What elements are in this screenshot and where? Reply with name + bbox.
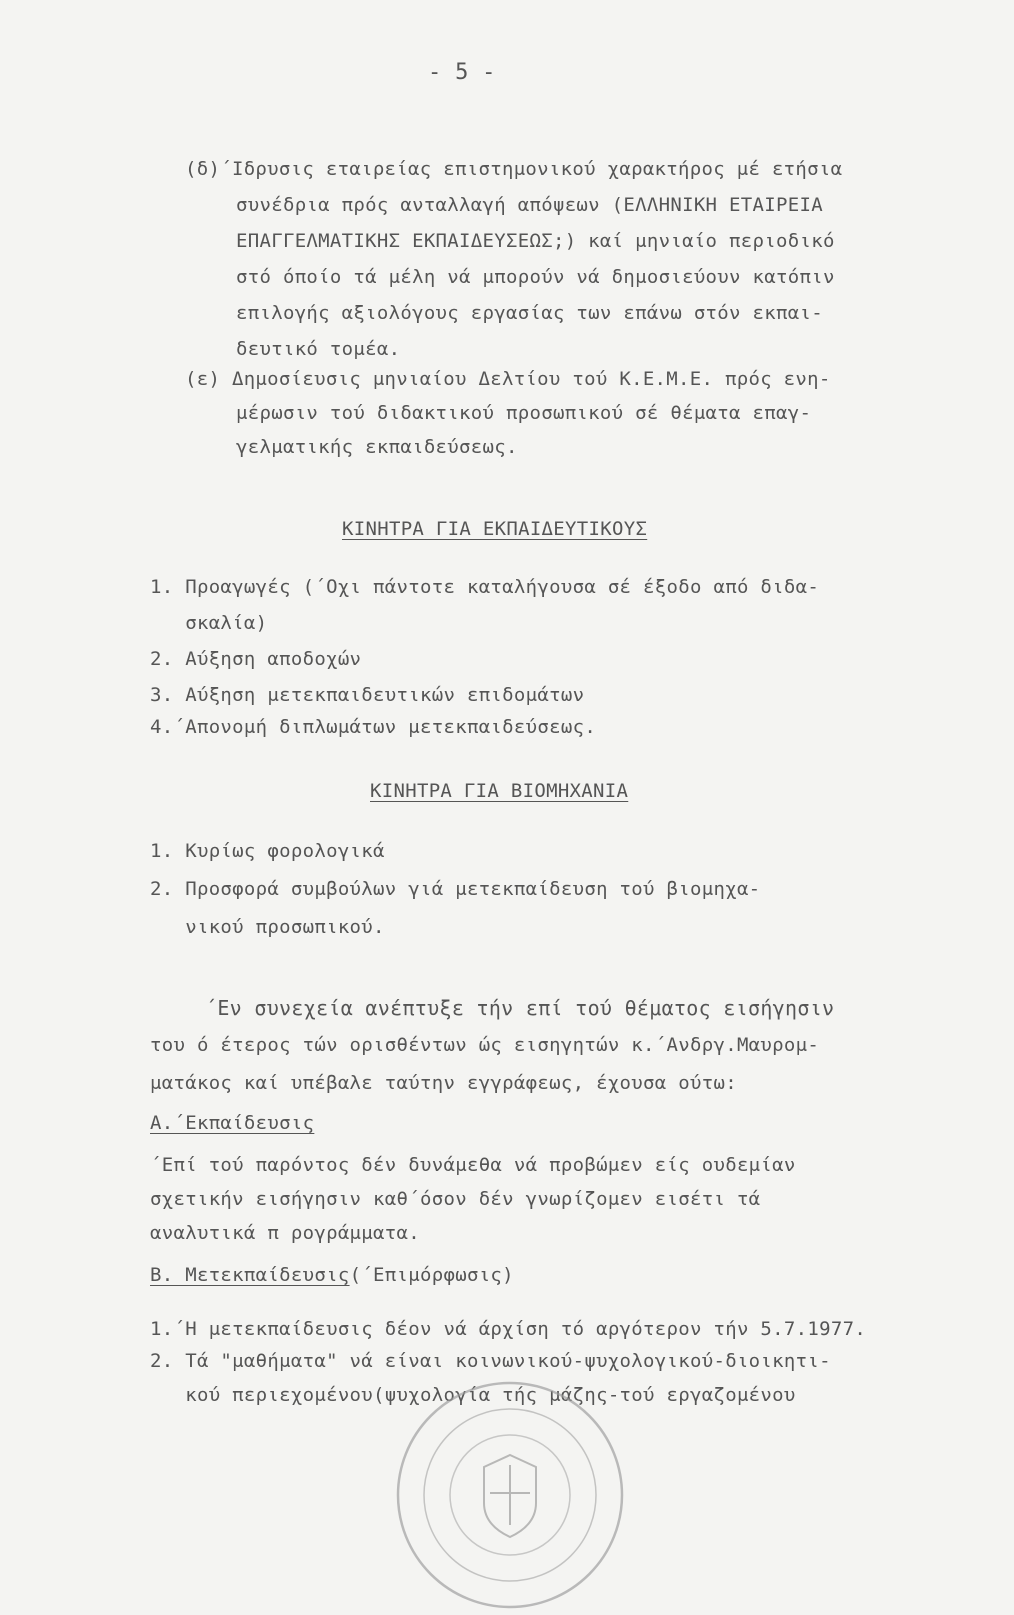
industry-item-1: 1. Κυρίως φορολογικά bbox=[150, 840, 385, 862]
d-item-line-4: στό όποίο τά μέλη νά μπορούν νά δημοσιεύουν κατόπιν bbox=[236, 266, 835, 288]
page-number: - 5 - bbox=[428, 60, 496, 85]
b-item-2a: 2. Τά "μαθήματα" νά είναι κοινωνικού-ψυχολογικού-διοικητι- bbox=[150, 1350, 831, 1372]
d-item-line-6: δευτικό τομέα. bbox=[236, 338, 401, 360]
e-item-line-2: μέρωσιν τού διδακτικού προσωπικού σέ θέματα επαγ- bbox=[236, 402, 812, 424]
paragraph-line-3: ματάκος καί υπέβαλε ταύτην εγγράφεως, έχουσα ούτω: bbox=[150, 1072, 737, 1094]
teachers-item-1a: 1. Προαγωγές (΄Οχι πάντοτε καταλήγουσα σέ έξοδο από διδα- bbox=[150, 576, 820, 598]
a-heading: Α.΄Εκπαίδευσις bbox=[150, 1112, 315, 1134]
teachers-heading: ΚΙΝΗΤΡΑ ΓΙΑ ΕΚΠΑΙΔΕΥΤΙΚΟΥΣ bbox=[342, 518, 648, 540]
paragraph-line-2: του ό έτερος τών ορισθέντων ώς εισηγητών κ.΄Ανδργ.Μαυρομ- bbox=[150, 1034, 820, 1056]
d-item-line-3: ΕΠΑΓΓΕΛΜΑΤΙΚΗΣ ΕΚΠΑΙΔΕΥΣΕΩΣ;) καί μηνιαίο περιοδικό bbox=[236, 230, 835, 252]
teachers-item-1b: σκαλία) bbox=[150, 612, 268, 634]
e-item-line-3: γελματικής εκπαιδεύσεως. bbox=[236, 436, 518, 458]
b-heading-rest: (΄Επιμόρφωσις) bbox=[349, 1264, 514, 1286]
b-item-2b: κού περιεχομένου(ψυχολογία τής μάζης-τού εργαζομένου bbox=[150, 1384, 796, 1406]
industry-item-2a: 2. Προσφορά συμβούλων γιά μετεκπαίδευση τού βιομηχα- bbox=[150, 878, 761, 900]
industry-item-2b: νικού προσωπικού. bbox=[150, 916, 385, 938]
e-item-line-1: (ε) Δημοσίευσις μηνιαίου Δελτίου τού Κ.Ε.Μ.Ε. πρός ενη- bbox=[185, 368, 831, 390]
a-text-line-2: σχετικήν εισήγησιν καθ΄όσον δέν γνωρίζομεν εισέτι τά bbox=[150, 1188, 761, 1210]
a-text-line-3: αναλυτικά π ρογράμματα. bbox=[150, 1222, 420, 1244]
teachers-item-4: 4.΄Απονομή διπλωμάτων μετεκπαιδεύσεως. bbox=[150, 716, 597, 738]
round-seal-icon bbox=[390, 1375, 630, 1615]
a-text-line-1: ΄Επί τού παρόντος δέν δυνάμεθα νά προβώμεν είς ουδεμίαν bbox=[150, 1154, 796, 1176]
b-heading-underlined: Β. Μετεκπαίδευσις bbox=[150, 1264, 350, 1286]
d-item-line-2: συνέδρια πρός ανταλλαγή απόψεων (ΕΛΛΗΝΙΚΗ ΕΤΑΙΡΕΙΑ bbox=[236, 194, 823, 216]
teachers-item-3: 3. Αύξηση μετεκπαιδευτικών επιδομάτων bbox=[150, 684, 585, 706]
industry-heading: ΚΙΝΗΤΡΑ ΓΙΑ ΒΙΟΜΗΧΑΝΙΑ bbox=[370, 780, 629, 802]
teachers-item-2: 2. Αύξηση αποδοχών bbox=[150, 648, 362, 670]
d-item-line-5: επιλογής αξιολόγους εργασίας των επάνω στόν εκπαι- bbox=[236, 302, 823, 324]
b-item-1: 1.΄Η μετεκπαίδευσις δέον νά άρχίση τό αργότερον τήν 5.7.1977. bbox=[150, 1318, 867, 1340]
d-item-line-1: (δ)΄Ιδρυσις εταιρείας επιστημονικού χαρακτήρος μέ ετήσια bbox=[185, 158, 843, 180]
b-heading bbox=[150, 1266, 514, 1285]
paragraph-line-1: ΄Εν συνεχεία ανέπτυξε τήν επί τού θέματος εισήγησιν bbox=[205, 996, 835, 1020]
